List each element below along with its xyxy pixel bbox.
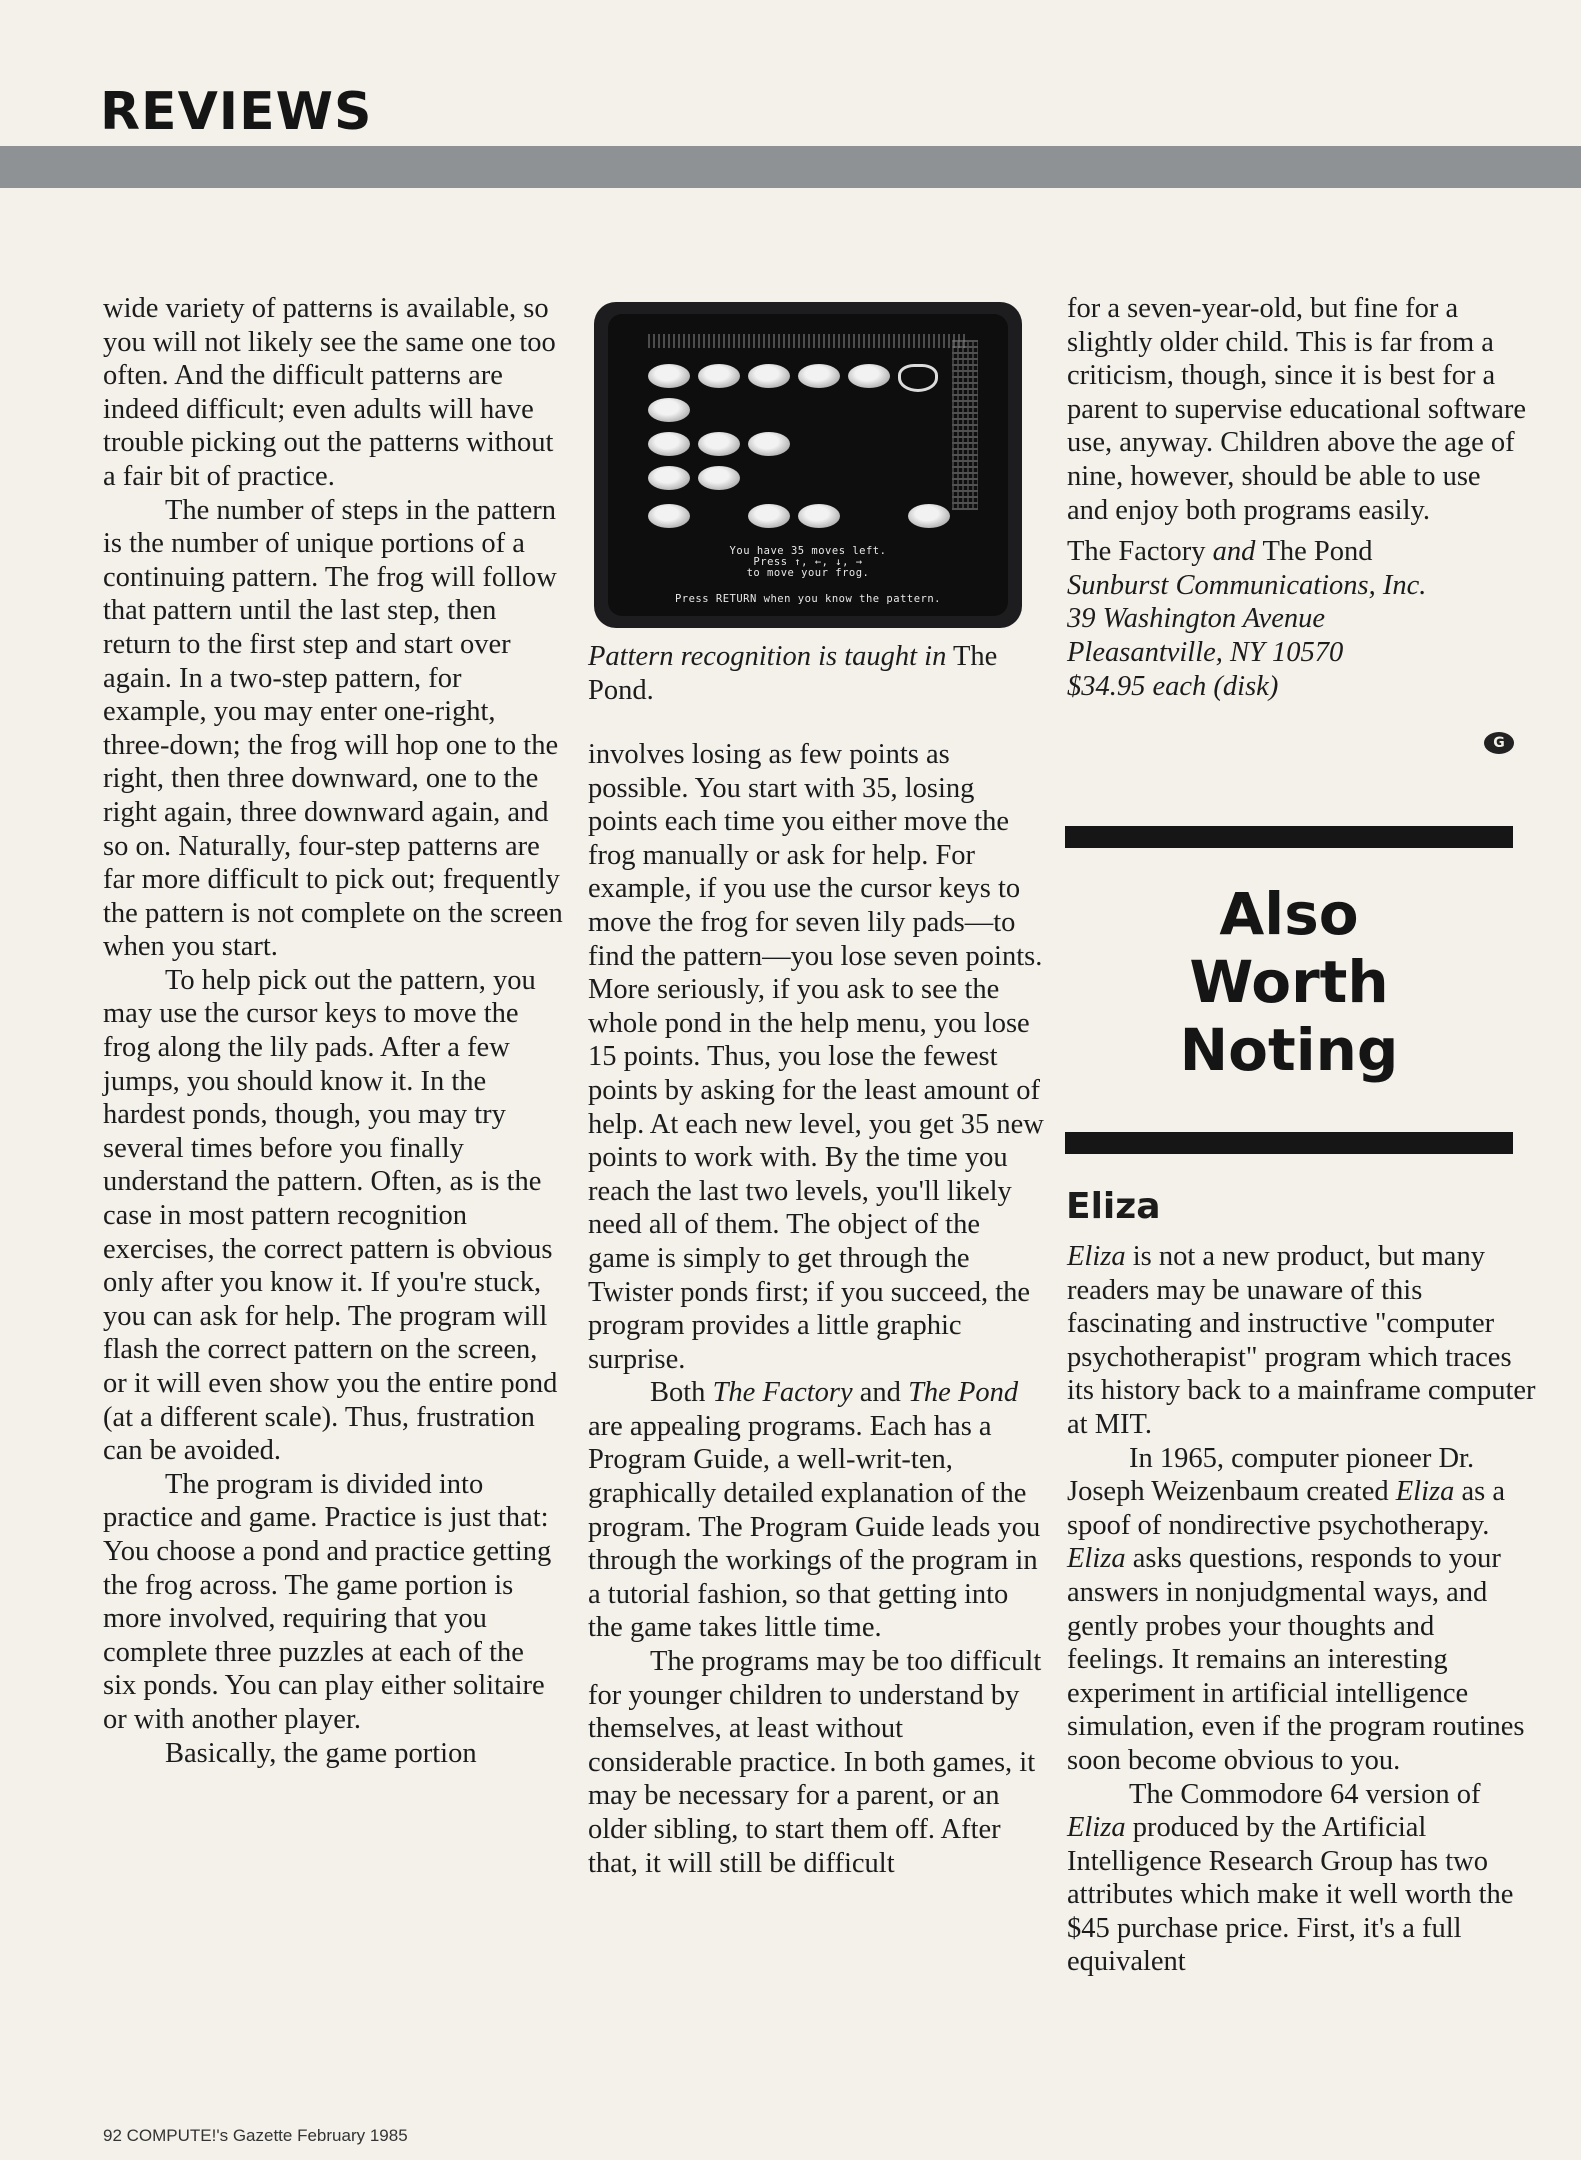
heading-line: Worth xyxy=(1189,948,1389,1016)
text-run: are appealing programs. Each has a Program Guide, a well-writ-ten, graphically detailed explanation of the program. The Program Guide leads you through the workings of the program in a tutorial fashion, so that getting into the game takes little time. xyxy=(588,1410,1041,1644)
text-run: The Factory xyxy=(1067,536,1206,568)
section-title: REVIEWS xyxy=(100,82,373,142)
text-run: asks questions, responds to your answers in nonjudgmental ways, and gently probes your thoughts and feelings. It remains an interesting experiment in artificial intelligence simulation, even if the program routines soon become obvious to you. xyxy=(1067,1543,1525,1776)
gazette-end-icon: G xyxy=(1484,732,1514,754)
credit-company: Sunburst Communications, Inc. xyxy=(1067,569,1427,601)
text-run: and xyxy=(1205,536,1263,568)
credit-city: Pleasantville, NY 10570 xyxy=(1067,636,1344,668)
paragraph: The program is divided into practice and game. Practice is just that: You choose a pond and practice getting the frog across. The game portion is more involved, requiring that you complete three puzzles at each of the six ponds. You can play either solitaire or with another player. xyxy=(103,1468,552,1735)
paragraph: for a seven-year-old, but fine for a slightly older child. This is far from a criticism, though, since it is best for a parent to supervise educational software use, anyway. Children above the age of nine, however, should be able to use and enjoy both programs easily. xyxy=(1067,293,1526,526)
credit-titles xyxy=(1067,535,1527,569)
text-run: The Commodore 64 version of xyxy=(1129,1778,1481,1810)
lily-pad-icon xyxy=(648,364,690,388)
text-run: is not a new product, but many readers may be unaware of this fascinating and instructive "computer psychotherapist" program which traces its history back to a mainframe computer at MIT. xyxy=(1067,1241,1536,1440)
frog-icon xyxy=(898,364,938,392)
eliza-heading: Eliza xyxy=(1066,1186,1161,1227)
also-worth-noting-heading xyxy=(1065,880,1513,1084)
column-3 xyxy=(1067,292,1527,703)
column-1 xyxy=(103,292,563,1770)
screen-text: Press ↑, ←, ↓, → xyxy=(753,556,863,568)
paragraph: To help pick out the pattern, you may use the cursor keys to move the frog along the lily pads. After a few jumps, you should know it. In the hardest ponds, though, you may try several times before you finally understand the pattern. Often, as is the case in most pattern recognition exercises, the correct pattern is obvious only after you know it. If you're stuck, you can ask for help. The program will flash the correct pattern on the screen, or it will even show you the entire pond (at a different scale). Thus, frustration can be avoided. xyxy=(103,964,558,1467)
screen-text: to move your frog. xyxy=(746,567,870,579)
heading-line: Also xyxy=(1219,880,1359,948)
paragraph xyxy=(588,1376,1048,1645)
paragraph xyxy=(1067,1240,1537,1442)
lily-pad-icon xyxy=(648,466,690,490)
screen-border-pattern xyxy=(952,340,978,510)
paragraph: Basically, the game portion xyxy=(165,1737,477,1769)
product-title: Eliza xyxy=(1067,1543,1126,1575)
lily-pad-icon xyxy=(648,398,690,422)
screen-text: You have 35 moves left. xyxy=(729,545,887,557)
paragraph: The number of steps in the pattern is the number of unique portions of a continuing pattern. The frog will follow that pattern until the last step, then return to the first step and start over again. In a two-step pattern, for example, you may enter one-right, three-down; the frog will hop one to the right, then three downward, one to the right again, three downward again, and so on. Naturally, four-step patterns are far more difficult to pick out; frequently the pattern is not complete on the screen when you start. xyxy=(103,494,563,963)
paragraph xyxy=(1067,1778,1537,1980)
screen-border-pattern xyxy=(648,334,968,348)
lily-pad-icon xyxy=(698,364,740,388)
text-run: The Pond xyxy=(1262,536,1373,568)
divider-bar xyxy=(1065,1132,1513,1154)
lily-pad-icon xyxy=(848,364,890,388)
text-run: as a spoof of nondirective psychotherapy. xyxy=(1067,1476,1505,1541)
text-run: Both xyxy=(650,1377,713,1409)
lily-pad-icon xyxy=(798,364,840,388)
column-3-eliza xyxy=(1067,1240,1537,1979)
lily-pad-icon xyxy=(748,504,790,528)
credit-price: $34.95 each (disk) xyxy=(1067,670,1279,702)
screen-text: Press RETURN when you know the pattern. xyxy=(674,593,942,605)
lily-pad-icon xyxy=(748,432,790,456)
figure-caption xyxy=(588,640,1038,707)
game-screenshot xyxy=(594,302,1022,628)
paragraph: involves losing as few points as possible. You start with 35, losing points each time you either move the frog manually or ask for help. For example, if you use the cursor keys to move the frog for seven lily pads—to find the pattern—you lose seven points. More seriously, if you ask to see the whole pond in the help menu, you lose 15 points. Thus, you lose the fewest points by asking for the least amount of help. At each new level, you get 35 new points to work with. By the time you reach the last two levels, you'll likely need all of them. The object of the game is simply to get through the Twister ponds first; if you succeed, the program provides a little graphic surprise. xyxy=(588,739,1044,1375)
product-title: Eliza xyxy=(1395,1476,1455,1508)
page-footer: 92 COMPUTE!'s Gazette February 1985 xyxy=(103,2126,408,2145)
lily-pad-icon xyxy=(648,504,690,528)
text-run: In 1965, computer pioneer Dr. Joseph Weizenbaum created xyxy=(1067,1442,1475,1508)
lily-pad-icon xyxy=(648,432,690,456)
product-title: The Factory xyxy=(712,1377,853,1409)
lily-pad-icon xyxy=(698,432,740,456)
divider-bar xyxy=(1065,826,1513,848)
column-2 xyxy=(588,738,1048,1880)
paragraph xyxy=(1067,1442,1537,1778)
product-credits xyxy=(1067,535,1527,703)
text-run: and xyxy=(852,1377,909,1409)
paragraph: wide variety of patterns is available, so you will not likely see the same one too often. And the difficult patterns are indeed difficult; even adults will have trouble picking out the patterns without a fair bit of practice. xyxy=(103,293,556,492)
caption-text: Pattern recognition is taught in xyxy=(588,641,947,672)
caption-title: The Pond. xyxy=(588,641,998,706)
product-title: Eliza xyxy=(1067,1812,1126,1844)
screen-display xyxy=(608,314,1008,616)
product-title: The Pond xyxy=(908,1377,1019,1409)
heading-line: Noting xyxy=(1179,1016,1399,1084)
text-run: produced by the Artificial Intelligence Research Group has two attributes which make it well worth the $45 purchase price. First, it's a full equivalent xyxy=(1067,1812,1514,1978)
header-bar xyxy=(0,146,1581,188)
lily-pad-icon xyxy=(908,504,950,528)
lily-pad-icon xyxy=(798,504,840,528)
paragraph: The programs may be too difficult for younger children to understand by themselves, at least without considerable practice. In both games, it may be necessary for a parent, or an older sibling, to start them off. After that, it will still be difficult xyxy=(588,1646,1042,1879)
lily-pad-icon xyxy=(698,466,740,490)
credit-address: 39 Washington Avenue xyxy=(1067,603,1326,635)
lily-pad-icon xyxy=(748,364,790,388)
product-title: Eliza xyxy=(1067,1241,1126,1272)
